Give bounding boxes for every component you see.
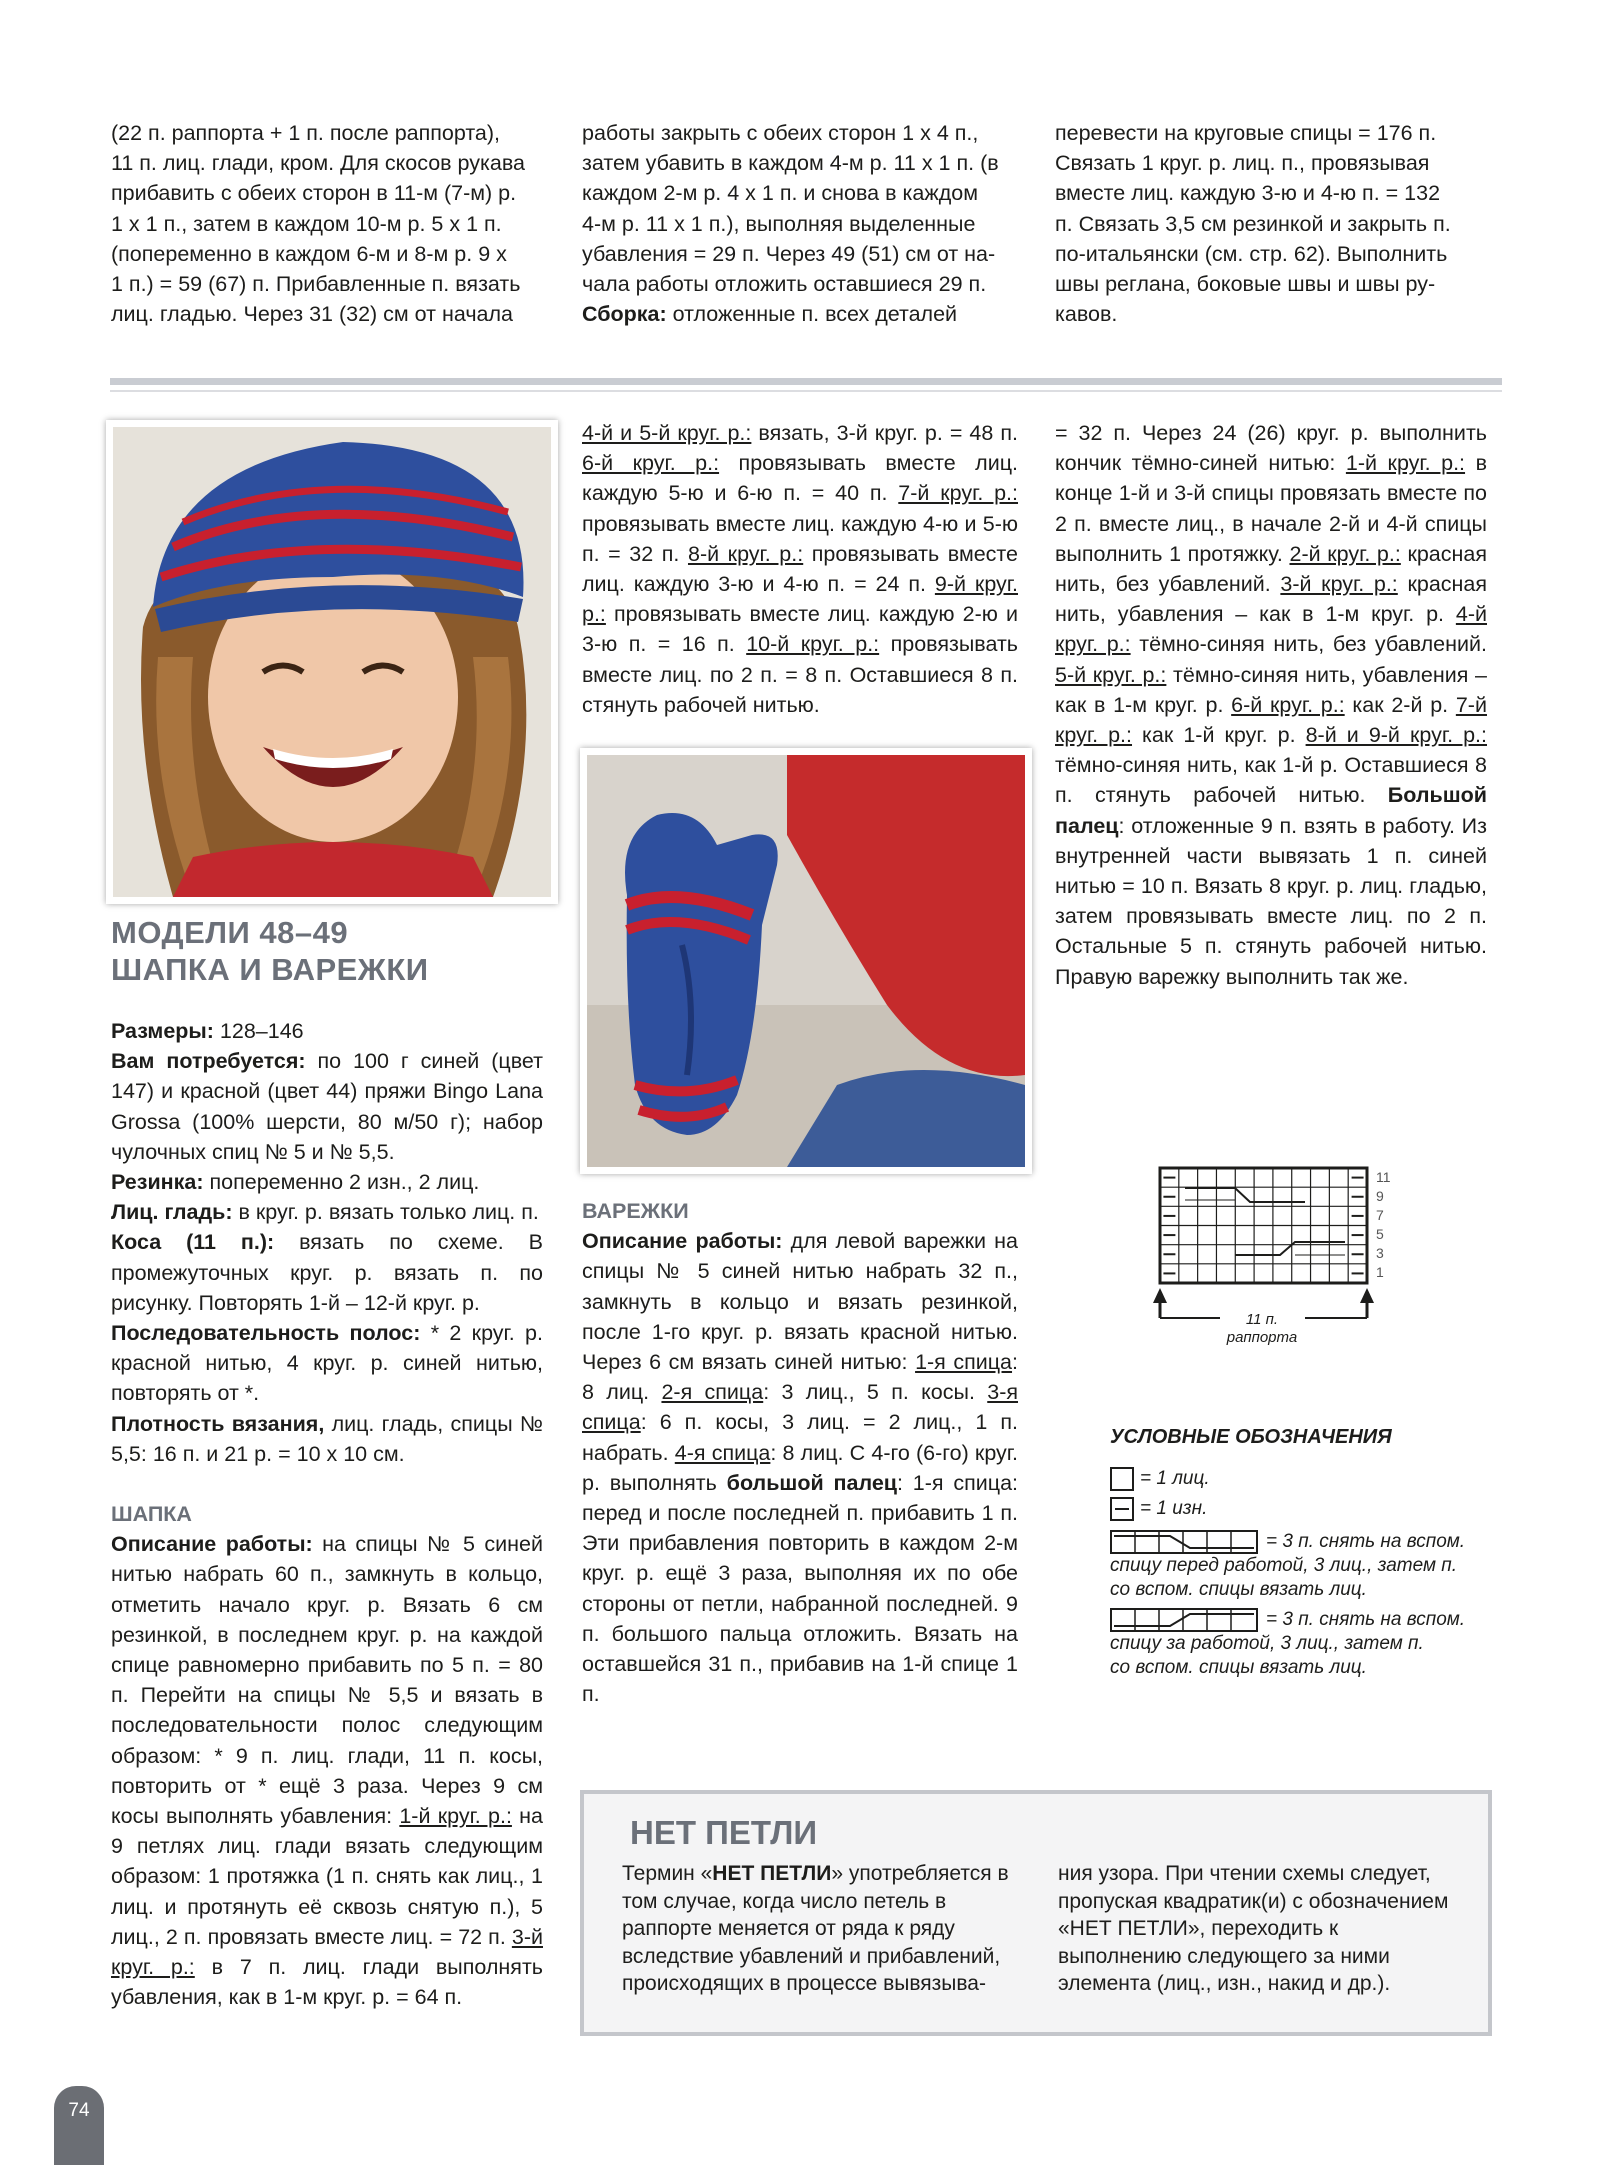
text-line: (попеременно в каждом 6-м и 8-м р. 9 х — [111, 241, 507, 266]
round-6-text: провязывать вместе лиц. каждую 5-ю и 6-ю п. = 40 п. — [582, 451, 1018, 506]
row-label-1: 1 — [1376, 1264, 1384, 1280]
row-label-11: 11 — [1376, 1169, 1391, 1185]
row-label-5: 5 — [1376, 1226, 1384, 1242]
hat-rounds — [582, 418, 1018, 720]
legend-title: УСЛОВНЫЕ ОБОЗНАЧЕНИЯ — [1110, 1426, 1392, 1448]
text-line: убавления = 29 п. Через 49 (51) см от на- — [582, 241, 996, 266]
photo-girl-hat — [106, 420, 558, 904]
round-6-label: 6-й круг. р.: — [582, 451, 720, 476]
round-3-label: 3-й круг. р.: — [111, 1924, 543, 1980]
legend-cable-back — [1110, 1608, 1465, 1680]
mittens-description — [582, 1226, 1018, 1709]
tip-round-8-9-text: тёмно-синяя нить, как 1-й р. Оставшиеся 8 п. стянуть рабочей нитью. — [1055, 753, 1487, 808]
stockinette-label: Лиц. гладь: — [111, 1200, 233, 1225]
note-title: НЕТ ПЕТЛИ — [630, 1814, 818, 1851]
tip-round-1-text: в конце 1-й и 3-й спицы провязать вместе по 2 п. вместе лиц., в начале 2-й и 4-й спицы выполнить 1 протяжку. — [1055, 451, 1487, 566]
cable-back-text-2: спицу за работой, 3 лиц., затем п. — [1110, 1633, 1424, 1655]
assembly-text: отложенные п. всех деталей — [666, 302, 958, 327]
cable-front-text-2: спицу перед работой, 3 лиц., затем п. — [1110, 1555, 1458, 1577]
section-divider-thin — [110, 390, 1502, 392]
purl-text: = 1 изн. — [1140, 1498, 1208, 1520]
big-thumb-text: : отложенные 9 п. взять в работу. Из внутренней части вывязать 1 п. синей нитью = 10 п. Вязать 8 круг. р. лиц. гладью, затем провязывать вместе лиц. по 2 п. Остальные 5 п. стянуть рабочей нитью. Правую варежку выполнить так же. — [1055, 813, 1487, 989]
round-9-text: провязывать вместе лиц. каждую 2-ю и 3-ю п. = 16 п. — [582, 602, 1018, 657]
tip-round-1-label: 1-й круг. р.: — [1345, 451, 1466, 476]
left-col — [111, 1016, 543, 2013]
needle-4-label: 4-я спица — [674, 1440, 771, 1465]
hat-desc-text: на спицы № 5 синей нитью набрать 60 п., замкнуть в кольцо, отметить начало круг. р. Вязать 6 см резинкой, в последнем круг. р. на каждой спице равномерно прибавить по 5 п. = 80 п. Перейти на спицы № 5,5 и вязать в последовательности полос следующим образом: * 9 п. лиц. глади, 11 п. косы, повторить от * ещё 3 раза. Через 9 см косы выполнять убавления: — [111, 1532, 543, 1829]
hat-title: ШАПКА — [111, 1502, 192, 1527]
note-left — [622, 1860, 1027, 1998]
text-line: 1 п.) = 59 (67) п. Прибавленные п. вязать — [111, 272, 521, 297]
text-line: каждом 2-м р. 4 х 1 п. и снова в каждом — [582, 181, 978, 206]
chart-row-labels — [1376, 1169, 1391, 1280]
tip-round-4-text: тёмно-синяя нить, без убавлений. — [1130, 632, 1487, 657]
note-left-1: Термин « — [622, 1862, 713, 1885]
tip-round-4-label: 4-й круг. р.: — [1055, 602, 1487, 657]
tip-round-2-text: красная нить, без убавлений. — [1055, 541, 1487, 597]
text-line: п. Связать 3,5 см резинкой и закрыть п. — [1055, 211, 1451, 236]
round-7-label: 7-й круг. р.: — [898, 481, 1019, 506]
round-9-label: 9-й круг. р.: — [582, 572, 1018, 627]
needle-2-label: 2-я спица — [661, 1380, 764, 1405]
gauge-value: лиц. гладь, спицы № 5,5: 16 п. и 21 р. = 10 х 10 см. — [111, 1411, 543, 1466]
gauge — [111, 1409, 543, 1469]
note-left-2: » употребляется в том случае, когда число петель в раппорте меняется от ряда к ряду вследствие убавлений и прибавлений, происходящих в процессе вывязыва- — [622, 1862, 1009, 1995]
text-line: Связать 1 круг. р. лиц. п., провязывая — [1055, 151, 1430, 176]
stockinette-value: в круг. р. вязать только лиц. п. — [232, 1200, 539, 1225]
mid-col-upper — [582, 418, 1018, 720]
top-col-1 — [111, 118, 543, 329]
photo-mitten-image — [587, 755, 1025, 1167]
cable — [111, 1227, 543, 1318]
stripes — [111, 1318, 543, 1409]
thumb-text: : 1-я спица: перед и после последней п. прибавить 1 п. Эти прибавления повторить в каждом 2-м круг. р. ещё 3 раза, выполняя их по обе стороны от петли, набранной последней. 9 п. большого пальца отложить. Вязать на оставшейся 31 п., прибавив на 1-й спице 1 п. — [582, 1470, 1018, 1707]
photo-girl-hat-image — [113, 427, 551, 897]
needle-1-label: 1-я спица — [915, 1350, 1013, 1375]
round-3-text: в 7 п. лиц. глади выполнять убавления, как в 1-м круг. р. = 64 п. — [111, 1955, 543, 2010]
row-label-3: 3 — [1376, 1245, 1384, 1261]
mittens-desc-label: Описание работы: — [582, 1229, 783, 1254]
mitten-tip — [1055, 418, 1487, 992]
needle-3-label: 3-я спица — [582, 1380, 1019, 1435]
spacer — [111, 1469, 543, 1499]
mittens-title: ВАРЕЖКИ — [582, 1199, 689, 1223]
cable-front-symbol — [1110, 1530, 1258, 1554]
text-line: чала работы отложить оставшиеся 29 п. — [582, 272, 987, 297]
text-line: прибавить с обеих сторон в 11-м (7-м) р. — [111, 181, 517, 206]
round-8-text: провязывать вместе лиц. каждую 3-ю и 4-ю п. = 24 п. — [582, 541, 1018, 597]
tip-round-8-9-label: 8-й и 9-й круг. р.: — [1305, 723, 1487, 748]
round-1-label: 1-й круг. р.: — [399, 1804, 512, 1829]
text-line: работы закрыть с обеих сторон 1 х 4 п., — [582, 121, 979, 145]
text-line: затем убавить в каждом 4-м р. 11 х 1 п. (в — [582, 151, 999, 176]
note-right — [1058, 1860, 1463, 1998]
cable-label: Коса (11 п.): — [111, 1230, 275, 1255]
ribbing-value: попеременно 2 изн., 2 лиц. — [203, 1170, 480, 1195]
needle-2-text: : 3 лиц., 5 п. косы. — [763, 1380, 988, 1405]
model-heading — [111, 914, 429, 988]
page-number: 74 — [54, 2086, 104, 2165]
hat-description — [111, 1529, 543, 2012]
legend-knit — [1110, 1467, 1210, 1491]
round-4-5-text: вязать, 3-й круг. р. = 48 п. — [751, 421, 1018, 445]
sizes-value: 128–146 — [213, 1019, 304, 1043]
round-10-text: провязывать вместе лиц. по 2 п. = 8 п. Оставшиеся 8 п. стянуть рабочей нитью. — [582, 632, 1018, 717]
text-line: швы реглана, боковые швы и швы ру- — [1055, 272, 1436, 297]
row-label-9: 9 — [1376, 1188, 1384, 1204]
top-col-3 — [1055, 118, 1495, 329]
text-line: 11 п. лиц. глади, кром. Для скосов рукава — [111, 151, 525, 176]
tip-round-3-text: красная нить, убавления – как в 1-м круг. р. — [1055, 572, 1487, 627]
round-10-label: 10-й круг. р.: — [746, 632, 880, 657]
ribbing-label: Резинка: — [111, 1170, 204, 1195]
thumb-label: большой палец — [726, 1470, 897, 1495]
section-divider — [110, 378, 1502, 385]
text-line — [582, 299, 1020, 329]
cable-value: вязать по схеме. В промежуточных круг. р. вязать п. по рисунку. Повторять 1-й – 12-й круг. р. — [111, 1230, 543, 1315]
needle-4-text: : 8 лиц. С 4-го (6-го) круг. р. выполнять — [582, 1440, 1018, 1495]
tip-round-7-text: как 1-й круг. р. — [1132, 723, 1306, 748]
model-number: МОДЕЛИ 48–49 — [111, 915, 349, 950]
row-label-7: 7 — [1376, 1207, 1384, 1223]
model-title: ШАПКА И ВАРЕЖКИ — [111, 952, 429, 987]
cable-front-text-3: со вспом. спицы вязать лиц. — [1110, 1579, 1367, 1601]
cable-back-text-3: со вспом. спицы вязать лиц. — [1110, 1657, 1367, 1679]
knit-text: = 1 лиц. — [1140, 1468, 1210, 1490]
purl-symbol — [1110, 1497, 1134, 1521]
materials-value: по 100 г синей (цвет 147) и красной (цвет 44) пряжи Bingo Lana Grossa (100% шерсти, 80 м/50 г); набор чулочных спиц № 5 и № 5,5. — [111, 1049, 543, 1164]
tip-round-7-label: 7-й круг. р.: — [1055, 692, 1487, 748]
tip-intro: = 32 п. Через 24 (26) круг. р. выполнить кончик тёмно-синей нитью: — [1055, 421, 1487, 476]
note-right-text: ния узора. При чтении схемы следует, пропуская квадратик(и) с обозначением «НЕТ ПЕТЛИ», переходить к выполнению следующего за ними элемента (лиц., изн., накид и др.). — [1058, 1862, 1449, 1995]
text-line: 1 х 1 п., затем в каждом 10-м р. 5 х 1 п. — [111, 211, 502, 236]
round-4-5-label: 4-й и 5-й круг. р.: — [582, 421, 752, 445]
materials-label: Вам потребуется: — [111, 1049, 306, 1074]
round-1-text: на 9 петлях лиц. глади вязать следующим образом: 1 протяжка (1 п. снять как лиц., 1 лиц. и протянуть её сквозь снятую п.), 5 лиц., 2 п. провязать вместе лиц. = 72 п. — [111, 1804, 543, 1949]
mittens-desc-text: для левой варежки на спицы № 5 синей нитью набрать 32 п., замкнуть в кольцо и вязать резинкой, после 1-го круг. р. вязать красной нитью. Через 6 см вязать синей нитью: — [582, 1229, 1018, 1375]
needle-1-text: : 8 лиц. — [582, 1350, 1019, 1405]
mid-col-lower — [582, 1196, 1018, 1709]
text-line: кавов. — [1055, 302, 1118, 327]
stockinette — [111, 1197, 543, 1227]
legend-cable-front — [1110, 1530, 1465, 1602]
tip-round-2-label: 2-й круг. р.: — [1289, 541, 1401, 566]
tip-round-6-text: как 2-й р. — [1344, 692, 1456, 717]
text-line: лиц. гладью. Через 31 (32) см от начала — [111, 302, 513, 327]
round-8-label: 8-й круг. р.: — [687, 541, 804, 566]
text-line: 4-м р. 11 х 1 п.), выполняя выделенные — [582, 211, 976, 236]
stripes-value: * 2 круг. р. красной нитью, 4 круг. р. синей нитью, повторять от *. — [111, 1321, 543, 1406]
cable-front-text-1: = 3 п. снять на вспом. — [1266, 1531, 1466, 1553]
assembly-label: Сборка: — [582, 302, 667, 327]
sizes-label: Размеры: — [111, 1019, 214, 1043]
round-7-text: провязывать вместе лиц. каждую 4-ю и 5-ю п. = 32 п. — [582, 511, 1018, 566]
tip-round-3-label: 3-й круг. р.: — [1280, 572, 1398, 597]
tip-round-6-label: 6-й круг. р.: — [1231, 692, 1345, 717]
tip-round-5-text: тёмно-синяя нить, убавления – как в 1-м круг. р. — [1055, 662, 1487, 717]
cable-chart — [1140, 1160, 1400, 1350]
sizes — [111, 1016, 543, 1046]
tip-round-5-label: 5-й круг. р.: — [1055, 662, 1167, 687]
text-line: перевести на круговые спицы = 176 п. — [1055, 121, 1437, 145]
text-line: по-итальянски (см. стр. 62). Выполнить — [1055, 241, 1448, 266]
text-line: (22 п. раппорта + 1 п. после раппорта), — [111, 121, 501, 145]
legend-purl — [1110, 1497, 1207, 1521]
note-left-bold: НЕТ ПЕТЛИ — [712, 1862, 832, 1885]
materials — [111, 1046, 543, 1167]
chart-repeat-label: раппорта — [1226, 1329, 1298, 1346]
gauge-label: Плотность вязания, — [111, 1411, 325, 1436]
ribbing — [111, 1167, 543, 1197]
photo-mitten — [580, 748, 1032, 1174]
knit-symbol — [1110, 1467, 1134, 1491]
big-thumb-label: Большой палец — [1055, 783, 1487, 838]
top-col-2 — [582, 118, 1020, 329]
hat-desc-label: Описание работы: — [111, 1532, 313, 1557]
needle-3-text: : 6 п. косы, 3 лиц. = 2 лиц., 1 п. набрать. — [582, 1410, 1018, 1465]
stripes-label: Последовательность полос: — [111, 1321, 421, 1346]
right-col — [1055, 418, 1487, 992]
text-line: вместе лиц. каждую 3-ю и 4-ю п. = 132 — [1055, 181, 1441, 206]
cable-back-text-1: = 3 п. снять на вспом. — [1266, 1609, 1466, 1631]
cable-back-symbol — [1110, 1608, 1258, 1632]
chart-width-label: 11 п. — [1245, 1311, 1279, 1328]
